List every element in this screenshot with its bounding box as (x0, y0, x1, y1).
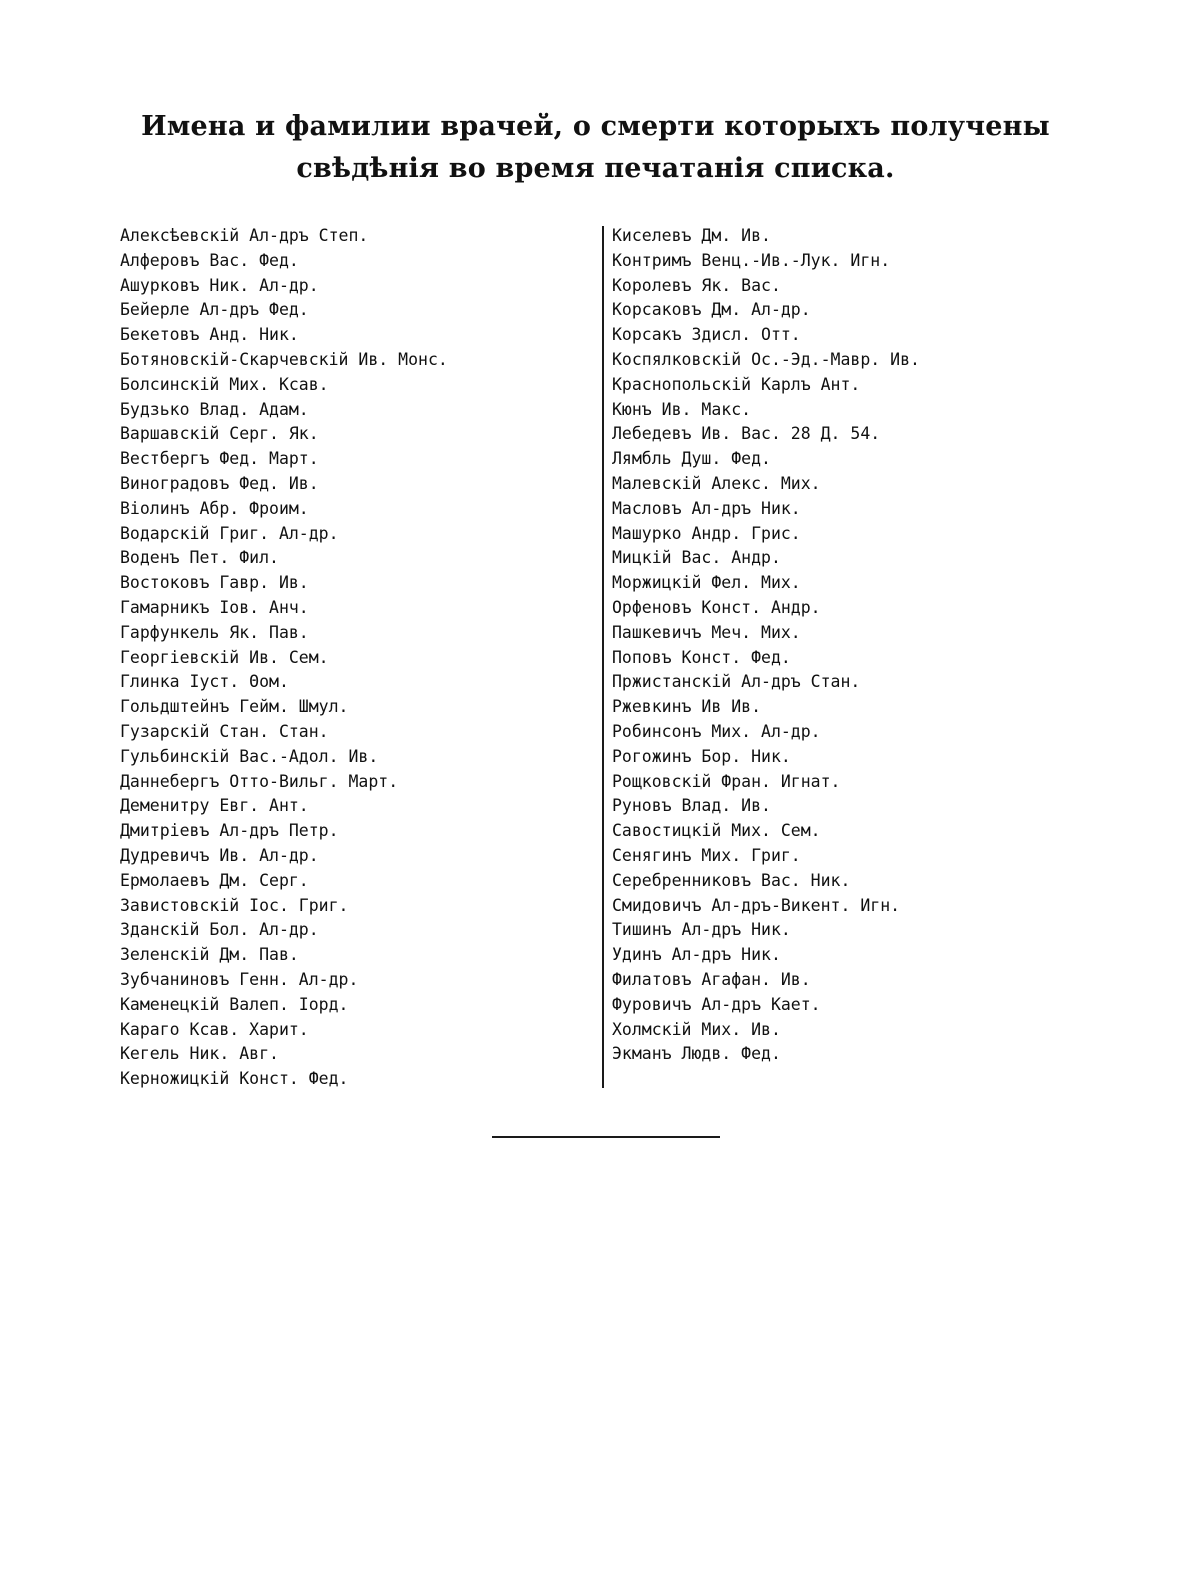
name-entry: Лебедевъ Ив. Вас. 28 Д. 54. (612, 424, 881, 444)
name-entry: Гарфункель Як. Пав. (120, 622, 309, 642)
name-entry: Ашурковъ Ник. Ал-др. (120, 275, 319, 295)
name-entry: Корсакъ Здисл. Отт. (612, 325, 801, 345)
name-entry: Зданскій Бол. Ал-др. (120, 920, 319, 940)
name-entry: Рощковскій Фран. Игнат. (612, 771, 841, 791)
right-name-column (612, 224, 920, 1067)
name-entry: Гульбинскій Вас.-Адол. Ив. (120, 746, 379, 766)
name-entry: Востоковъ Гавр. Ив. (120, 573, 309, 593)
name-entry: Деменитру Евг. Ант. (120, 796, 309, 816)
name-entry: Алексѣевскій Ал-дръ Степ. (120, 226, 369, 245)
name-entry: Ботяновскій-Скарчевскій Ив. Монс. (120, 349, 448, 369)
name-entry: Гольдштейнъ Гейм. Шмул. (120, 697, 349, 717)
name-entry: Караго Ксав. Харит. (120, 1019, 309, 1039)
name-entry: Дмитріевъ Ал-дръ Петр. (120, 821, 339, 841)
name-entry: Завистовскій Іос. Григ. (120, 895, 349, 915)
name-entry: Вестбергъ Фед. Март. (120, 449, 319, 469)
name-entry: Масловъ Ал-дръ Ник. (612, 498, 801, 518)
name-entry: Филатовъ Агафан. Ив. (612, 969, 811, 989)
name-entry: Фуровичъ Ал-дръ Кает. (612, 994, 821, 1014)
name-entry: Виноградовъ Фед. Ив. (120, 473, 319, 493)
name-entry: Робинсонъ Мих. Ал-др. (612, 721, 821, 741)
name-entry: Бейерле Ал-дръ Фед. (120, 300, 309, 320)
name-entry: Даннебергъ Отто-Вильг. Март. (120, 771, 399, 791)
name-entry: Георгіевскій Ив. Сем. (120, 647, 329, 667)
name-entry: Віолинъ Абр. Фроим. (120, 498, 309, 518)
name-entry: Серебренниковъ Вас. Ник. (612, 870, 851, 890)
name-entry: Пржистанскій Ал-дръ Стан. (612, 672, 861, 692)
left-name-column (120, 224, 448, 1092)
name-entry: Пашкевичъ Меч. Мих. (612, 622, 801, 642)
name-entry: Ермолаевъ Дм. Серг. (120, 870, 309, 890)
name-entry: Глинка Іуст. Θом. (120, 672, 289, 692)
end-rule (492, 1136, 720, 1138)
name-entry: Воденъ Пет. Фил. (120, 548, 279, 568)
name-entry: Водарскій Григ. Ал-др. (120, 523, 339, 543)
name-entry: Коспялковскій Ос.-Эд.-Мавр. Ив. (612, 349, 920, 369)
name-entry: Будзько Влад. Адам. (120, 399, 309, 419)
name-entry: Гузарскій Стан. Стан. (120, 721, 329, 741)
name-entry: Савостицкій Мих. Сем. (612, 821, 821, 841)
column-divider (602, 226, 604, 1088)
name-entry: Мицкій Вас. Андр. (612, 548, 781, 568)
name-entry: Машурко Андр. Грис. (612, 523, 801, 543)
name-entry: Краснопольскій Карлъ Ант. (612, 374, 861, 394)
title-line-2: свѣдѣнія во время печатанія списка. (296, 153, 895, 185)
name-entry: Алферовъ Вас. Фед. (120, 250, 299, 270)
name-entry: Тишинъ Ал-дръ Ник. (612, 920, 791, 940)
name-entry: Контримъ Венц.-Ив.-Лук. Игн. (612, 250, 891, 270)
name-entry: Холмскій Мих. Ив. (612, 1019, 781, 1039)
name-entry: Дудревичъ Ив. Ал-др. (120, 845, 319, 865)
name-entry: Сенягинъ Мих. Григ. (612, 845, 801, 865)
name-entry: Орфеновъ Конст. Андр. (612, 597, 821, 617)
name-entry: Королевъ Як. Вас. (612, 275, 781, 295)
name-entry: Керножицкій Конст. Фед. (120, 1069, 349, 1089)
name-entry: Руновъ Влад. Ив. (612, 796, 771, 816)
title-line-1: Имена и фамилии врачей, о смерти которыхъ получены (141, 111, 1050, 143)
name-entry: Рогожинъ Бор. Ник. (612, 746, 791, 766)
name-entry: Болсинскій Мих. Ксав. (120, 374, 329, 394)
name-entry: Киселевъ Дм. Ив. (612, 226, 771, 245)
name-entry: Гамарникъ Іов. Анч. (120, 597, 309, 617)
name-entry: Корсаковъ Дм. Ал-др. (612, 300, 811, 320)
name-entry: Поповъ Конст. Фед. (612, 647, 791, 667)
name-entry: Лямбль Душ. Фед. (612, 449, 771, 469)
name-entry: Удинъ Ал-дръ Ник. (612, 945, 781, 965)
page-title (100, 106, 1091, 190)
name-entry: Экманъ Людв. Фед. (612, 1044, 781, 1064)
name-entry: Смидовичъ Ал-дръ-Викент. Игн. (612, 895, 901, 915)
name-entry: Ржевкинъ Ив Ив. (612, 697, 762, 717)
name-entry: Моржицкій Фел. Мих. (612, 573, 801, 593)
name-entry: Малевскій Алекс. Мих. (612, 473, 821, 493)
name-entry: Варшавскій Серг. Як. (120, 424, 319, 444)
name-entry: Зеленскій Дм. Пав. (120, 945, 299, 965)
name-entry: Кегель Ник. Авг. (120, 1044, 279, 1064)
name-entry: Каменецкій Валеп. Іорд. (120, 994, 349, 1014)
name-entry: Кюнъ Ив. Макс. (612, 399, 752, 419)
name-entry: Зубчаниновъ Генн. Ал-др. (120, 969, 359, 989)
name-entry: Бекетовъ Анд. Ник. (120, 325, 299, 345)
